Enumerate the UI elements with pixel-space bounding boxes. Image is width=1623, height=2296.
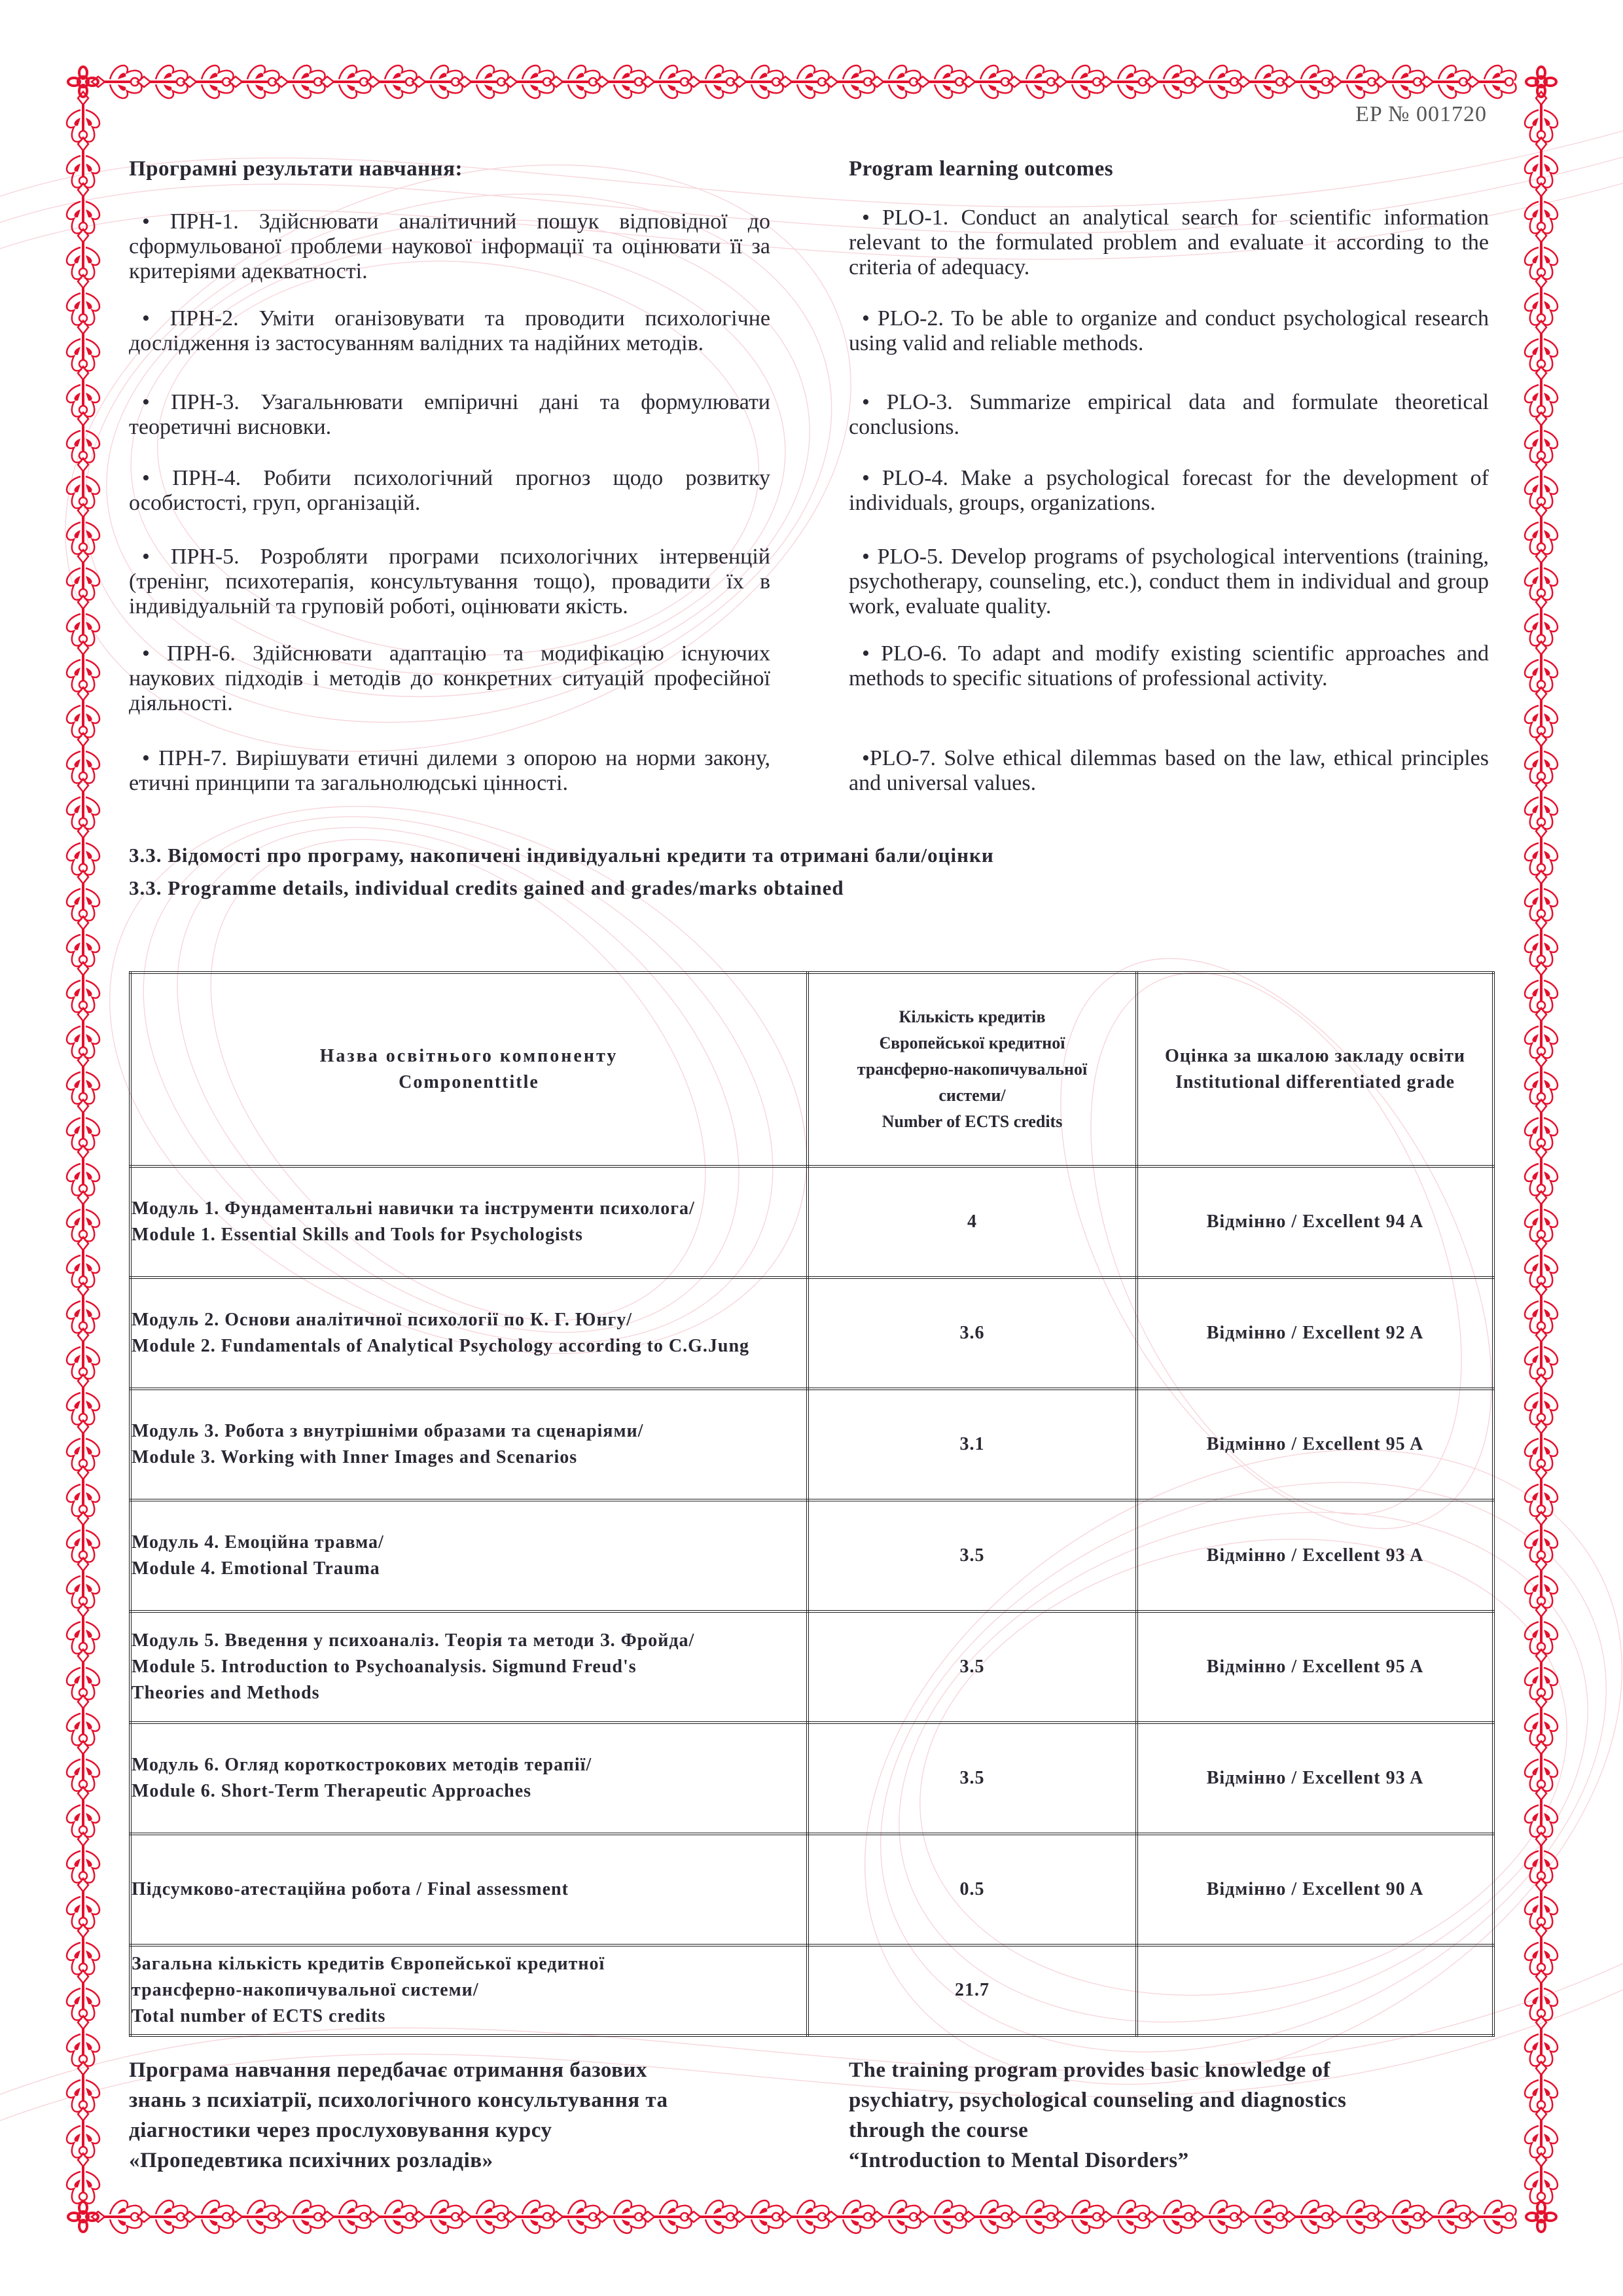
outcomes-uk-title: Програмні результати навчання: (129, 157, 463, 181)
table-row (130, 1723, 1493, 1834)
grade: Відмінно / Excellent 95 A (1137, 1389, 1493, 1500)
component-name (130, 1389, 808, 1500)
grade: Відмінно / Excellent 90 A (1137, 1834, 1493, 1945)
grade: Відмінно / Excellent 94 A (1137, 1166, 1493, 1278)
outcome-en-2: • PLO-2. To be able to organize and conduct psychological research using valid and reliable methods. (849, 306, 1489, 355)
footer-note-uk-line: Програма навчання передбачає отримання базових (129, 2058, 647, 2082)
component-name (130, 1278, 808, 1389)
component-name-uk: Модуль 2. Основи аналітичної психології по К. Г. Юнгу/ (132, 1310, 633, 1330)
component-name-uk: Модуль 5. Введення у психоаналіз. Теорія та методи З. Фройда/ (132, 1630, 695, 1651)
grade: Відмінно / Excellent 92 A (1137, 1278, 1493, 1389)
total-label-line: Загальна кількість кредитів Європейської кредитної (132, 1954, 605, 1974)
ects-credits: 4 (808, 1166, 1137, 1278)
total-label-line: трансферно-накопичувальної системи/ (132, 1980, 479, 2000)
header-name-uk: Назва освітнього компоненту (319, 1046, 618, 1066)
component-name (130, 1166, 808, 1278)
section-3-3-headings (129, 839, 994, 905)
grade: Відмінно / Excellent 93 A (1137, 1723, 1493, 1834)
outcome-en-1: • PLO-1. Conduct an analytical search for scientific information relevant to the formulated problem and evaluate it according to the criteria of adequacy. (849, 206, 1489, 279)
outcome-en-7: •PLO-7. Solve ethical dilemmas based on the law, ethical principles and universal values. (849, 746, 1489, 795)
table-row (130, 1500, 1493, 1611)
outcomes-uk (129, 157, 770, 795)
header-credits-line: Number of ECTS credits (882, 1112, 1063, 1131)
component-name (130, 1834, 808, 1945)
footer-note-en-line: through the course (849, 2119, 1029, 2142)
footer-note-en-line: psychiatry, psychological counseling and diagnostics (849, 2089, 1347, 2112)
ects-credits: 0.5 (808, 1834, 1137, 1945)
grade: Відмінно / Excellent 93 A (1137, 1500, 1493, 1611)
footer-note-uk-line: знань з психіатрії, психологічного консультування та (129, 2089, 668, 2112)
outcome-uk-1: • ПРН-1. Здійснювати аналітичний пошук відповідної до сформульованої проблеми наукової інформації та оцінювати її за критеріями адекватності. (129, 209, 770, 283)
component-name-final: Підсумково-атестаційна робота / Final assessment (132, 1879, 569, 1899)
outcome-en-6: • PLO-6. To adapt and modify existing scientific approaches and methods to specific situations of professional activity. (849, 641, 1489, 691)
grade: Відмінно / Excellent 95 A (1137, 1611, 1493, 1723)
header-credits-line: трансферно-накопичувальної (857, 1060, 1088, 1079)
outcome-en-4: • PLO-4. Make a psychological forecast for the development of individuals, groups, organizations. (849, 466, 1489, 515)
header-institutional-grade (1137, 973, 1493, 1166)
table-row (130, 1611, 1493, 1723)
header-grade-uk: Оцінка за шкалою закладу освіти (1165, 1046, 1465, 1066)
component-name-uk: Модуль 6. Огляд короткострокових методів терапії/ (132, 1755, 592, 1775)
component-name-uk: Модуль 3. Робота з внутрішніми образами та сценаріями/ (132, 1421, 644, 1441)
footer-note-uk-line: діагностики через прослуховування курсу (129, 2119, 552, 2142)
grades-table (129, 971, 1495, 2037)
ects-credits: 3.5 (808, 1723, 1137, 1834)
component-name-en: Module 5. Introduction to Psychoanalysis. Sigmund Freud's (132, 1657, 637, 1677)
ects-credits: 3.1 (808, 1389, 1137, 1500)
component-name-en: Module 1. Essential Skills and Tools for Psychologists (132, 1225, 583, 1245)
outcome-uk-3: • ПРН-3. Узагальнювати емпіричні дані та формулювати теоретичні висновки. (129, 390, 770, 439)
header-component-title (130, 973, 808, 1166)
outcome-en-3: • PLO-3. Summarize empirical data and formulate theoretical conclusions. (849, 390, 1489, 439)
total-label-line: Total number of ECTS credits (132, 2006, 386, 2026)
total-grade (1137, 1945, 1493, 2036)
total-label (130, 1945, 808, 2036)
ects-credits: 3.5 (808, 1500, 1137, 1611)
header-credits-line: Європейської кредитної (879, 1033, 1065, 1052)
component-name-en-cont: Theories and Methods (132, 1683, 320, 1703)
component-name-uk: Модуль 1. Фундаментальні навички та інструменти психолога/ (132, 1198, 695, 1219)
section-heading-uk: 3.3. Відомості про програму, накопичені індивідуальні кредити та отримані бали/оцінки (129, 844, 994, 867)
component-name-uk: Модуль 4. Емоційна травма/ (132, 1532, 384, 1552)
footer-note-en-line: “Introduction to Mental Disorders” (849, 2149, 1189, 2172)
header-name-en: Componenttitle (399, 1072, 539, 1092)
component-name (130, 1723, 808, 1834)
outcome-uk-6: • ПРН-6. Здійснювати адаптацію та модифікацію існуючих наукових підходів і методів до конкретних ситуацій професійної діяльності. (129, 641, 770, 715)
component-name-en: Module 6. Short-Term Therapeutic Approaches (132, 1781, 532, 1801)
section-heading-en: 3.3. Programme details, individual credits gained and grades/marks obtained (129, 876, 844, 899)
header-ects-credits (808, 973, 1137, 1166)
table-row (130, 1278, 1493, 1389)
table-row (130, 1834, 1493, 1945)
footer-note-uk-line: «Пропедевтика психічних розладів» (129, 2149, 493, 2172)
table-row (130, 1166, 1493, 1278)
table-row (130, 1389, 1493, 1500)
table-total-row (130, 1945, 1493, 2036)
outcomes-en (849, 157, 1489, 795)
serial-number: EP № 001720 (1355, 102, 1487, 126)
component-name-en: Module 4. Emotional Trauma (132, 1558, 380, 1579)
component-name (130, 1500, 808, 1611)
footer-note-en-line: The training program provides basic knowledge of (849, 2058, 1330, 2082)
table-header-row (130, 973, 1493, 1166)
outcome-uk-2: • ПРН-2. Уміти оганізовувати та проводити психологічне дослідження із застосуванням валідних та надійних методів. (129, 306, 770, 355)
outcomes-en-title: Program learning outcomes (849, 157, 1114, 181)
header-credits-line: Кількість кредитів (899, 1007, 1046, 1026)
header-credits-line: системи/ (938, 1086, 1006, 1105)
header-grade-en: Institutional differentiated grade (1175, 1072, 1455, 1092)
ects-credits: 3.6 (808, 1278, 1137, 1389)
footer-note-en (849, 2055, 1490, 2176)
outcome-en-5: • PLO-5. Develop programs of psychological interventions (training, psychotherapy, counseling, etc.), conduct them in individual and group work, evaluate quality. (849, 545, 1489, 619)
outcome-uk-4: • ПРН-4. Робити психологічний прогноз щодо розвитку особистості, груп, організацій. (129, 466, 770, 515)
component-name (130, 1611, 808, 1723)
total-ects-credits: 21.7 (808, 1945, 1137, 2036)
ects-credits: 3.5 (808, 1611, 1137, 1723)
footer-note-uk (129, 2055, 796, 2176)
outcome-uk-5: • ПРН-5. Розробляти програми психологічних інтервенцій (тренінг, психотерапія, консультування тощо), провадити їх в індивідуальній та груповій роботі, оцінювати якість. (129, 545, 770, 619)
component-name-en: Module 2. Fundamentals of Analytical Psychology according to C.G.Jung (132, 1336, 750, 1356)
component-name-en: Module 3. Working with Inner Images and Scenarios (132, 1447, 578, 1467)
outcome-uk-7: • ПРН-7. Вирішувати етичні дилеми з опорою на норми закону, етичні принципи та загальнолюдські цінності. (129, 746, 770, 795)
